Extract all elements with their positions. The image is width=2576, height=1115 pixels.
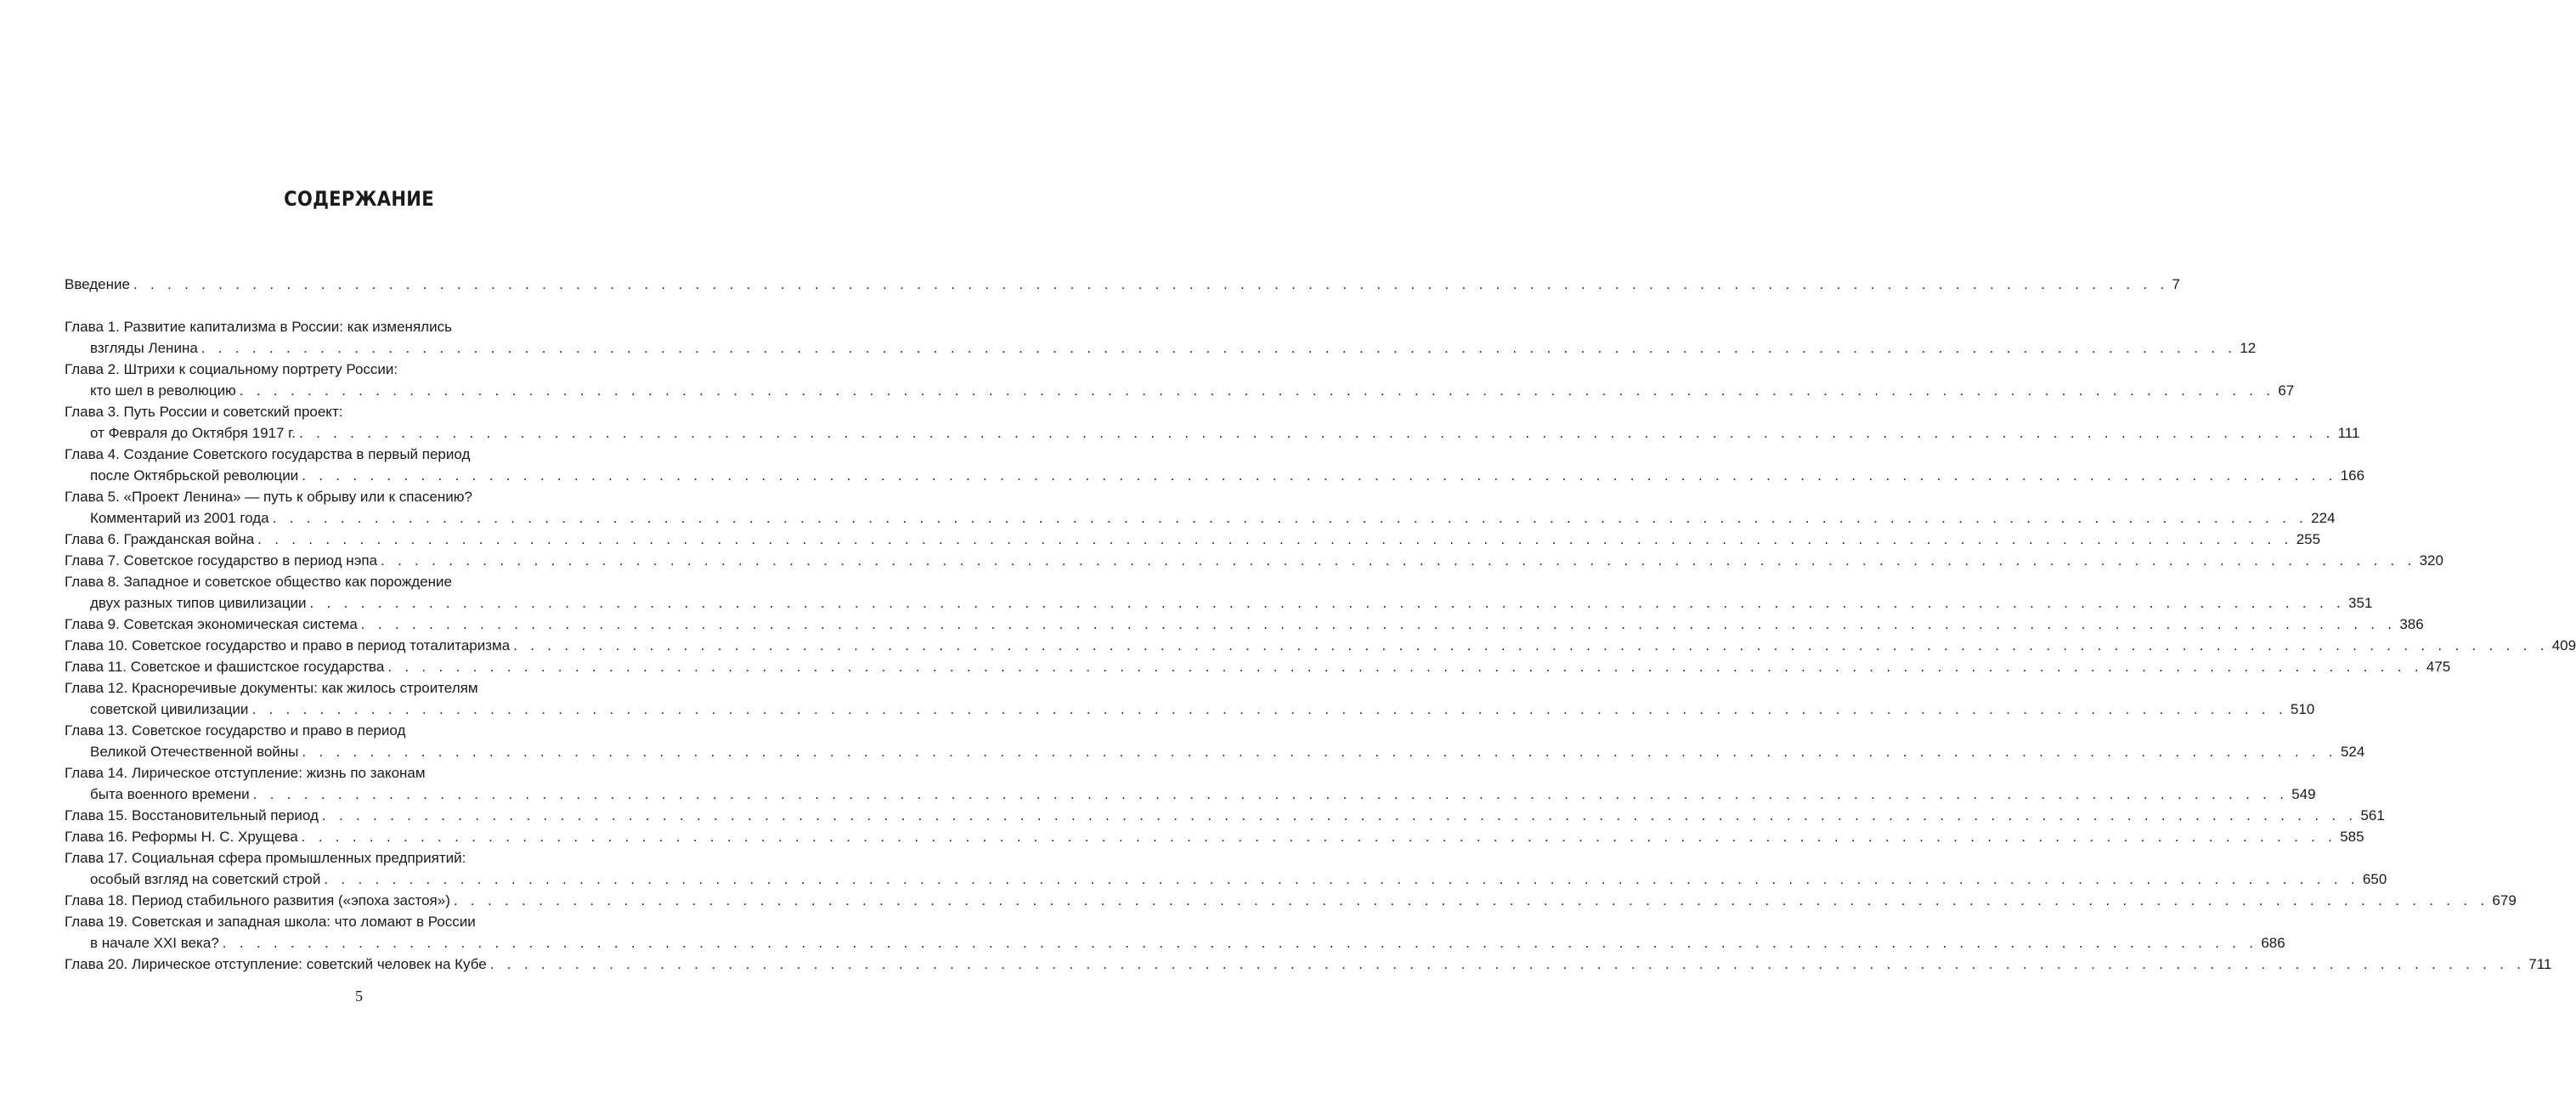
toc-entry-text: после Октябрьской революции [90,467,299,484]
toc-page-number: 679 [2492,892,2517,908]
toc-entry-line[interactable] [65,529,2321,550]
toc-entry-line[interactable] [65,677,616,699]
toc-page-number: 409 [2551,637,2576,654]
toc-page-number: 585 [2340,829,2364,845]
toc-entry-text: Глава 5. «Проект Ленина» — путь к обрыву или к спасению? [65,489,472,505]
toc-entry-intro[interactable] [65,274,2180,295]
dot-leader: . . . . . . . . . . . . . . . . . . . . . . . . . . . . . . . . . . . . . . . . . . . . . . . . . . . . . . . . . . . . . . . . . . . . . . . . . . . . . . . . . . . . . . . . . . . . . . . . . . . . . . . . . . . . . . . . . . . . . . . . [301,829,2337,845]
toc-entry-text: взгляды Ленина [90,340,198,356]
toc-entry-text: Введение [65,276,130,292]
toc-entry-line[interactable] [65,805,2385,826]
toc-page-number: 12 [2240,340,2257,356]
toc-entry-line[interactable] [65,741,2365,762]
toc-entry-line[interactable] [65,380,2295,401]
toc-entry-line[interactable] [65,699,2315,720]
dot-leader: . . . . . . . . . . . . . . . . . . . . . . . . . . . . . . . . . . . . . . . . . . . . . . . . . . . . . . . . . . . . . . . . . . . . . . . . . . . . . . . . . . . . . . . . . . . . . . . . . . . . . . . . . . . . . . . . . . . . . . . . [381,552,2416,569]
toc-entry-text: Глава 15. Восстановительный период [65,807,319,824]
toc-entry-line[interactable] [65,869,2387,890]
toc-entry-line[interactable] [65,592,2373,614]
toc-page-number: 67 [2278,382,2295,399]
toc-page-number: 224 [2311,510,2336,526]
dot-leader: . . . . . . . . . . . . . . . . . . . . . . . . . . . . . . . . . . . . . . . . . . . . . . . . . . . . . . . . . . . . . . . . . . . . . . . . . . . . . . . . . . . . . . . . . . . . . . . . . . . . . . . . . . . . . . . . . . . . . . . . [222,935,2258,951]
dot-leader: . . . . . . . . . . . . . . . . . . . . . . . . . . . . . . . . . . . . . . . . . . . . . . . . . . . . . . . . . . . . . . . . . . . . . . . . . . . . . . . . . . . . . . . . . . . . . . . . . . . . . . . . . . . . . . . . . . . . . . . . [239,382,2275,399]
toc-entry-line[interactable] [65,550,2443,571]
toc-page-number: 351 [2348,595,2373,611]
dot-leader: . . . . . . . . . . . . . . . . . . . . . . . . . . . . . . . . . . . . . . . . . . . . . . . . . . . . . . . . . . . . . . . . . . . . . . . . . . . . . . . . . . . . . . . . . . . . . . . . . . . . . . . . . . . . . . . . . . . . . . . . [489,956,2526,972]
toc-entry-text: Глава 1. Развитие капитализма в России: как изменялись [65,319,452,335]
toc-entry-line[interactable] [65,486,616,507]
dot-leader: . . . . . . . . . . . . . . . . . . . . . . . . . . . . . . . . . . . . . . . . . . . . . . . . . . . . . . . . . . . . . . . . . . . . . . . . . . . . . . . . . . . . . . . . . . . . . . . . . . . . . . . . . . . . . . . . . . . . . . . . [299,425,2335,441]
chapter-list [65,316,2576,975]
toc-page-number: 166 [2340,467,2365,484]
dot-leader: . . . . . . . . . . . . . . . . . . . . . . . . . . . . . . . . . . . . . . . . . . . . . . . . . . . . . . . . . . . . . . . . . . . . . . . . . . . . . . . . . . . . . . . . . . . . . . . . . . . . . . . . . . . . . . . . . . . . . . . . [252,786,2289,802]
toc-entry-line[interactable] [65,465,2365,486]
dot-leader: . . . . . . . . . . . . . . . . . . . . . . . . . . . . . . . . . . . . . . . . . . . . . . . . . . . . . . . . . . . . . . . . . . . . . . . . . . . . . . . . . . . . . . . . . . . . . . . . . . . . . . . . . . . . . . . . . . . . . . . . [257,531,2293,547]
page-title: СОДЕРЖАНИЕ [284,187,434,211]
dot-leader: . . . . . . . . . . . . . . . . . . . . . . . . . . . . . . . . . . . . . . . . . . . . . . . . . . . . . . . . . . . . . . . . . . . . . . . . . . . . . . . . . . . . . . . . . . . . . . . . . . . . . . . . . . . . . . . . . . . . . . . . [513,637,2549,654]
toc-entry-line[interactable] [65,635,2576,656]
toc-entry-text: Глава 7. Советское государство в период нэпа [65,552,378,569]
toc-page-number: 386 [2399,616,2424,632]
toc-entry-text: Глава 19. Советская и западная школа: что ломают в России [65,914,476,930]
toc-entry-text: Глава 4. Создание Советского государства в первый период [65,446,471,462]
toc-page-number: 320 [2419,552,2443,569]
toc-entry-line[interactable] [65,359,616,380]
toc-entry-text: Глава 12. Красноречивые документы: как жилось строителям [65,680,478,696]
toc-entry-text: Глава 8. Западное и советское общество как порождение [65,574,452,590]
dot-leader: . . . . . . . . . . . . . . . . . . . . . . . . . . . . . . . . . . . . . . . . . . . . . . . . . . . . . . . . . . . . . . . . . . . . . . . . . . . . . . . . . . . . . . . . . . . . . . . . . . . . . . . . . . . . . . . . . . . . . . . . [360,616,2397,632]
toc-entry-text: Великой Отечественной войны [90,744,299,760]
toc-entry-line[interactable] [65,762,616,784]
dot-leader: . . . . . . . . . . . . . . . . . . . . . . . . . . . . . . . . . . . . . . . . . . . . . . . . . . . . . . . . . . . . . . . . . . . . . . . . . . . . . . . . . . . . . . . . . . . . . . . . . . . . . . . . . . . . . . . . . . . . . . . . [201,340,2237,356]
toc-page-number: 650 [2362,871,2387,887]
toc-page-number: 255 [2296,531,2321,547]
toc-entry-text: особый взгляд на советский строй [90,871,321,887]
toc-entry-text: Глава 13. Советское государство и право в период [65,722,406,739]
table-of-contents [65,274,2576,975]
toc-entry-line[interactable] [65,911,616,932]
toc-entry-line[interactable] [65,571,616,592]
page-number: 5 [355,988,363,1005]
toc-entry-text: Глава 17. Социальная сфера промышленных предприятий: [65,850,466,866]
toc-entry-text: в начале XXI века? [90,935,219,951]
toc-entry-line[interactable] [65,401,616,422]
toc-entry-text: Глава 20. Лирическое отступление: советский человек на Кубе [65,956,487,972]
dot-leader: . . . . . . . . . . . . . . . . . . . . . . . . . . . . . . . . . . . . . . . . . . . . . . . . . . . . . . . . . . . . . . . . . . . . . . . . . . . . . . . . . . . . . . . . . . . . . . . . . . . . . . . . . . . . . . . . . . . . . . . . [302,467,2337,484]
toc-page-number: 111 [2337,425,2360,441]
toc-entry-line[interactable] [65,444,616,465]
toc-entry-text: от Февраля до Октября 1917 г. [90,425,297,441]
toc-entry-line[interactable] [65,337,2257,359]
toc-entry-line[interactable] [65,954,2552,975]
toc-entry-line[interactable] [65,614,2424,635]
toc-entry-text: Глава 9. Советская экономическая система [65,616,358,632]
toc-page-number: 711 [2528,956,2552,972]
toc-page-number: 475 [2426,659,2451,675]
toc-entry-line[interactable] [65,422,2360,444]
dot-leader: . . . . . . . . . . . . . . . . . . . . . . . . . . . . . . . . . . . . . . . . . . . . . . . . . . . . . . . . . . . . . . . . . . . . . . . . . . . . . . . . . . . . . . . . . . . . . . . . . . . . . . . . . . . . . . . . . . . . . . . . [309,595,2346,611]
toc-entry-text: Глава 3. Путь России и советский проект: [65,404,343,420]
toc-entry-line[interactable] [65,316,616,337]
toc-entry-text: Комментарий из 2001 года [90,510,269,526]
toc-entry-line[interactable] [65,826,2364,847]
dot-leader: . . . . . . . . . . . . . . . . . . . . . . . . . . . . . . . . . . . . . . . . . . . . . . . . . . . . . . . . . . . . . . . . . . . . . . . . . . . . . . . . . . . . . . . . . . . . . . . . . . . . . . . . . . . . . . . . . . . . . . . . [302,744,2337,760]
toc-entry-text: Глава 10. Советское государство и право в период тоталитаризма [65,637,511,654]
toc-page-number: 524 [2340,744,2365,760]
toc-entry-line[interactable] [65,932,2285,954]
toc-entry-line[interactable] [65,890,2517,911]
dot-leader: . . . . . . . . . . . . . . . . . . . . . . . . . . . . . . . . . . . . . . . . . . . . . . . . . . . . . . . . . . . . . . . . . . . . . . . . . . . . . . . . . . . . . . . . . . . . . . . . . . . . . . . . . . . . . . . . . . . . . . . . [272,510,2308,526]
toc-page-number: 510 [2290,701,2315,717]
toc-entry-line[interactable] [65,720,616,741]
dot-leader: . . . . . . . . . . . . . . . . . . . . . . . . . . . . . . . . . . . . . . . . . . . . . . . . . . . . . . . . . . . . . . . . . . . . . . . . . . . . . . . . . . . . . . . . . . . . . . . . . . . . . . . . . . . . . . . . . . . . . . . . [453,892,2489,908]
toc-entry-text: Глава 6. Гражданская война [65,531,255,547]
dot-leader: . . . . . . . . . . . . . . . . . . . . . . . . . . . . . . . . . . . . . . . . . . . . . . . . . . . . . . . . . . . . . . . . . . . . . . . . . . . . . . . . . . . . . . . . . . . . . . . . . . . . . . . . . . . . . . . . . . . . . . . . [321,807,2358,824]
dot-leader: . . . . . . . . . . . . . . . . . . . . . . . . . . . . . . . . . . . . . . . . . . . . . . . . . . . . . . . . . . . . . . . . . . . . . . . . . . . . . . . . . . . . . . . . . . . . . . . . . . . . . . . . . . . . . . . . . . . . . . . . [387,659,2423,675]
toc-entry-text: Глава 11. Советское и фашистское государства [65,659,385,675]
toc-page-number: 7 [2172,276,2180,292]
toc-entry-line[interactable] [65,656,2451,677]
toc-page-number: 561 [2360,807,2385,824]
dot-leader: . . . . . . . . . . . . . . . . . . . . . . . . . . . . . . . . . . . . . . . . . . . . . . . . . . . . . . . . . . . . . . . . . . . . . . . . . . . . . . . . . . . . . . . . . . . . . . . . . . . . . . . . . . . . . . . . . . . . . . . . [324,871,2359,887]
toc-entry-text: советской цивилизации [90,701,249,717]
dot-leader: . . . . . . . . . . . . . . . . . . . . . . . . . . . . . . . . . . . . . . . . . . . . . . . . . . . . . . . . . . . . . . . . . . . . . . . . . . . . . . . . . . . . . . . . . . . . . . . . . . . . . . . . . . . . . . . . . . . . . . . . [251,701,2287,717]
toc-page-number: 549 [2291,786,2316,802]
toc-entry-text: Глава 16. Реформы Н. С. Хрущева [65,829,298,845]
toc-entry-text: быта военного времени [90,786,250,802]
dot-leader: . . . . . . . . . . . . . . . . . . . . . . . . . . . . . . . . . . . . . . . . . . . . . . . . . . . . . . . . . . . . . . . . . . . . . . . . . . . . . . . . . . . . . . . . . . . . . . . . . . . . . . . . . . . . . . . . . . . . . . . . [133,276,2169,292]
toc-entry-line[interactable] [65,784,2316,805]
toc-page-number: 686 [2261,935,2285,951]
toc-entry-text: кто шел в революцию [90,382,236,399]
toc-entry-line[interactable] [65,847,616,869]
toc-entry-text: двух разных типов цивилизации [90,595,307,611]
toc-entry-text: Глава 14. Лирическое отступление: жизнь по законам [65,765,426,781]
toc-entry-text: Глава 18. Период стабильного развития («эпоха застоя») [65,892,450,908]
toc-entry-text: Глава 2. Штрихи к социальному портрету России: [65,361,398,377]
toc-entry-line[interactable] [65,507,2336,529]
